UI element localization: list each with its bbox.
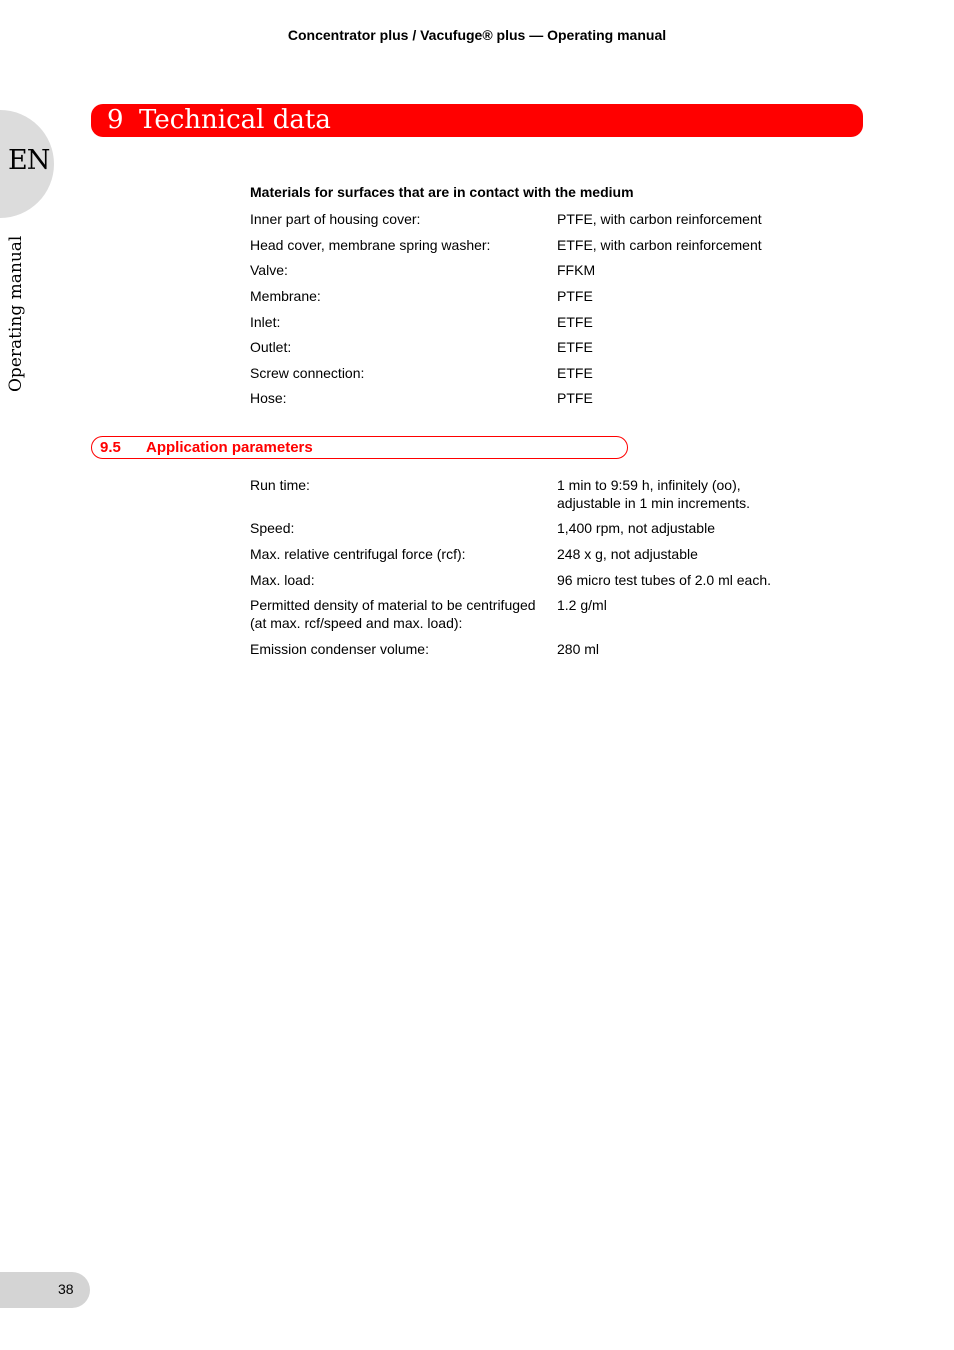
row-value: PTFE, with carbon reinforcement — [557, 211, 762, 227]
row-label: Hose: — [250, 390, 287, 406]
row-value: 1,400 rpm, not adjustable — [557, 520, 715, 536]
row-value: PTFE — [557, 288, 593, 304]
chapter-title: Technical data — [139, 105, 331, 135]
row-value: 96 micro test tubes of 2.0 ml each. — [557, 572, 771, 588]
row-label-line: Permitted density of material to be centrifuged — [250, 597, 536, 613]
page-number-tab — [0, 1272, 90, 1308]
row-label: Run time: — [250, 477, 310, 493]
row-label-line: (at max. rcf/speed and max. load): — [250, 615, 463, 631]
row-value: ETFE, with carbon reinforcement — [557, 237, 762, 253]
section-heading — [91, 436, 628, 459]
row-value — [557, 476, 817, 512]
chapter-heading — [91, 104, 863, 137]
language-label: EN — [8, 145, 50, 176]
row-value: 248 x g, not adjustable — [557, 546, 698, 562]
row-value: ETFE — [557, 314, 593, 330]
row-value: FFKM — [557, 262, 596, 278]
page-number: 38 — [58, 1281, 74, 1297]
materials-title: Materials for surfaces that are in contact with the medium — [250, 184, 634, 200]
row-label: Inlet: — [250, 314, 281, 330]
row-value: ETFE — [557, 365, 593, 381]
row-label: Valve: — [250, 262, 288, 278]
row-label: Max. relative centrifugal force (rcf): — [250, 546, 466, 562]
row-label: Screw connection: — [250, 365, 365, 381]
row-label: Head cover, membrane spring washer: — [250, 237, 491, 253]
row-label: Inner part of housing cover: — [250, 211, 421, 227]
row-value: ETFE — [557, 339, 593, 355]
row-value: 280 ml — [557, 641, 600, 657]
row-label: Outlet: — [250, 339, 292, 355]
chapter-number: 9 — [107, 105, 124, 135]
row-label: Max. load: — [250, 572, 315, 588]
row-value-line: adjustable in 1 min increments. — [557, 495, 750, 511]
section-title: Application parameters — [146, 439, 313, 456]
row-value: 1.2 g/ml — [557, 597, 607, 613]
side-label: Operating manual — [6, 235, 26, 392]
row-label — [250, 596, 550, 632]
row-label: Emission condenser volume: — [250, 641, 429, 657]
section-number: 9.5 — [100, 439, 121, 456]
row-label: Membrane: — [250, 288, 321, 304]
row-label: Speed: — [250, 520, 295, 536]
document-header: Concentrator plus / Vacufuge® plus — Operating manual — [287, 27, 667, 43]
row-value: PTFE — [557, 390, 593, 406]
row-value-line: 1 min to 9:59 h, infinitely (oo), — [557, 477, 741, 493]
